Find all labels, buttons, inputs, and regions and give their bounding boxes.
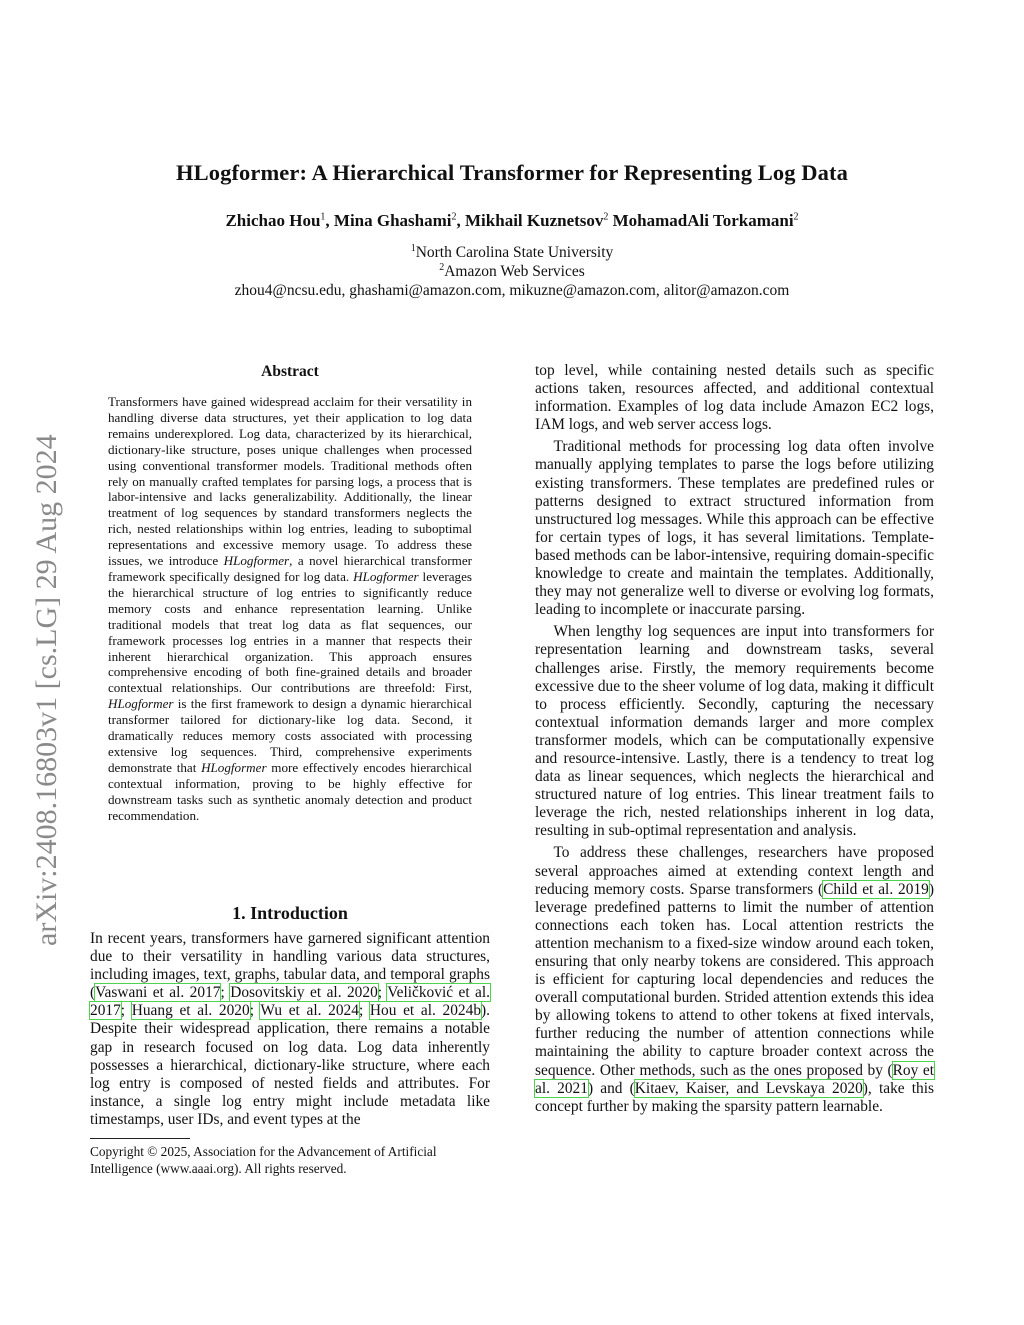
author-affiliation-mark: 2	[603, 211, 609, 223]
abstract-text-part: leverages the hierarchical structure of log entries to significantly reduce memory costs and enhance representation learning. Unlike traditional models that treat log data as flat sequences, our framework processes log entries in a manner that respects their inherent hierarchical organization. This approach ensures comprehensive encoding of both fine-grained details and broader contextual relationships. Our contributions are threefold: First,	[108, 568, 472, 696]
author-emails: zhou4@ncsu.edu, ghashami@amazon.com, mikuzne@amazon.com, alitor@amazon.com	[234, 282, 790, 299]
intro-text-part: In recent years, transformers have garnered significant attention due to their versatility in handling various data structures, including images, text, graphs, tabular data, and temporal graphs (	[90, 930, 490, 1002]
author-name: Mina Ghashami	[333, 211, 452, 230]
citation-link[interactable]: Roy et al. 2021	[535, 1061, 934, 1097]
citation-link[interactable]: Hou et al. 2024b	[369, 1002, 482, 1020]
affiliation-number: 1	[410, 242, 416, 254]
paragraph: When lengthy log sequences are input into transformers for representation learning and downstream tasks, several challenges arise. Firstly, the memory requirements become excessive due to the sheer volume of log data, making it difficult to process efficiently. Secondly, capturing the necessary contextual information demands larger and more complex transformer models, which can be computationally expensive and resource-intensive. Lastly, there is a tendency to treat log data as linear sequences, which neglects the hierarchical and structured nature of log entries. This linear treatment fails to leverage the rich, nested relationships inherent in log data, resulting in sub-optimal representation and analysis.	[535, 623, 934, 840]
intro-text-part: ). Despite their widespread application, there remains a notable gap in research focused on log data. Log data inherently possesses a hierarchical, dictionary-like structure, where each log entry is composed of nested fields and attributes. For instance, a single log entry might include metadata like timestamps, user IDs, and event types at the	[90, 1002, 491, 1128]
affiliation-name: Amazon Web Services	[444, 263, 585, 280]
abstract-text-part: Transformers have gained widespread acclaim for their versatility in handling diverse data structures, yet their application to log data remains underexplored. Log data, characterized by its hierarchical, dictionary-like structure, poses unique challenges when processed using conventional transformer models. Traditional methods often rely on manually crafted templates for parsing logs, a process that is labor-intensive and lacks generalizability. Additionally, the linear treatment of log sequences by standard transformers neglects the rich, nested relationships within log entries, leading to suboptimal representations and excessive memory usage. To address these issues, we introduce	[108, 394, 472, 569]
arxiv-identifier: arXiv:2408.16803v1 [cs.LG] 29 Aug 2024	[30, 434, 63, 946]
author-affiliation-mark: 2	[451, 211, 457, 223]
paragraph-text-part: ) leverage predefined patterns to limit the number of attention connections each token has. Local attention restricts the attention mechanism to a fixed-size window around each token, ensuring that only nearby tokens are considered. This approach is efficient for capturing local dependencies and reduces the overall computational burden. Strided attention extends this idea by allowing tokens to attend to other tokens at fixed intervals, further reducing the number of attention connections while maintaining the ability to capture broader context across the sequence. Other methods, such as the ones proposed by (	[535, 880, 934, 1079]
author-name: MohamadAli Torkamani	[612, 211, 794, 230]
author-list: Zhichao Hou$^1$, Mina Ghashami$^2$, Mikhail Kuznetsov$^2$ MohamadAli Torkamani$^2$	[225, 211, 799, 230]
abstract-text-part: , a novel hierarchical transformer framework specifically designed for log data.	[108, 553, 472, 584]
introduction-heading: 1. Introduction	[232, 903, 348, 923]
abstract-text-part: more effectively encodes hierarchical contextual information, proving to be highly effective for downstream tasks such as synthetic anomaly detection and product recommendation.	[108, 759, 472, 823]
introduction-paragraph: In recent years, transformers have garnered significant attention due to their versatility in handling various data structures, including images, text, graphs, tabular data, and temporal graphs (Vaswani et al. 2017; Dosovitskiy et al. 2020; Veličković et al. 2017; Huang et al. 2020; Wu et al. 2024; Hou et al. 2024b). Despite their widespread application, there remains a notable gap in research focused on log data. Log data inherently possesses a hierarchical, dictionary-like structure, where each log entry is composed of nested fields and attributes. For instance, a single log entry might include metadata like timestamps, user IDs, and event types at the	[90, 930, 491, 1128]
paragraph	[535, 844, 934, 1115]
citation-link[interactable]: Wu et al. 2024	[260, 1002, 359, 1020]
affiliation-name: North Carolina State University	[415, 244, 614, 261]
author-name: Mikhail Kuznetsov	[465, 211, 604, 230]
author-affiliation-mark: 2	[793, 211, 799, 223]
citation-link[interactable]: Dosovitskiy et al. 2020	[230, 984, 378, 1002]
paragraph-text-part: ) and (	[587, 1079, 635, 1097]
paragraph-text-part: To address these challenges, researchers have proposed several approaches aimed at extending context length and reducing memory costs. Sparse transformers (	[535, 844, 934, 898]
paragraph: top level, while containing nested details such as specific actions taken, resources affected, and additional contextual information. Examples of log data include Amazon EC2 logs, IAM logs, and web server access logs.	[535, 362, 934, 434]
citation-link[interactable]: Child et al. 2019	[823, 880, 929, 898]
model-name-emphasis: HLogformer	[108, 696, 174, 712]
author-name: Zhichao Hou	[225, 211, 321, 230]
abstract-text-part: is the first framework to design a dynamic hierarchical transformer tailored for dictionary-like log data. Second, it dramatically reduces memory costs associated with processing extensive log sequences. Third, comprehensive experiments demonstrate that	[108, 696, 472, 775]
model-name-emphasis: HLogformer	[223, 553, 290, 569]
citation-link[interactable]: Veličković et al. 2017	[90, 984, 490, 1020]
model-name-emphasis: HLogformer	[353, 568, 419, 584]
affiliation-number: 2	[439, 261, 445, 273]
paragraph-text-part: ), take this concept further by making the sparsity pattern learnable.	[535, 1079, 935, 1115]
abstract-text	[108, 394, 472, 823]
citation-link[interactable]: Kitaev, Kaiser, and Levskaya 2020	[634, 1079, 863, 1097]
citation-link[interactable]: Huang et al. 2020	[131, 1002, 250, 1020]
model-name-emphasis: HLogformer	[201, 759, 267, 775]
footnote-rule	[90, 1138, 190, 1139]
citation-link[interactable]: Vaswani et al. 2017	[95, 984, 221, 1002]
abstract-heading: Abstract	[261, 363, 319, 380]
copyright-footnote: Copyright © 2025, Association for the Advancement of Artificial Intelligence (www.aaai.org). All rights reserved.	[90, 1144, 437, 1176]
affiliation-1	[0, 244, 1024, 262]
author-affiliation-mark: 1	[320, 211, 326, 223]
affiliation-2	[0, 263, 1024, 281]
paragraph: Traditional methods for processing log data often involve manually applying templates to parse the logs before utilizing existing transformers. These templates are predefined rules or patterns designed to extract structured information from unstructured log messages. While this approach can be effective for certain types of logs, it has several limitations. Template-based methods can be labor-intensive, requiring domain-specific knowledge to create and maintain the templates. Additionally, they may not generalize well to diverse or evolving log formats, leading to incomplete or inaccurate parsing.	[535, 438, 934, 619]
right-column	[535, 362, 934, 1120]
paper-title: HLogformer: A Hierarchical Transformer for Representing Log Data	[176, 160, 848, 185]
